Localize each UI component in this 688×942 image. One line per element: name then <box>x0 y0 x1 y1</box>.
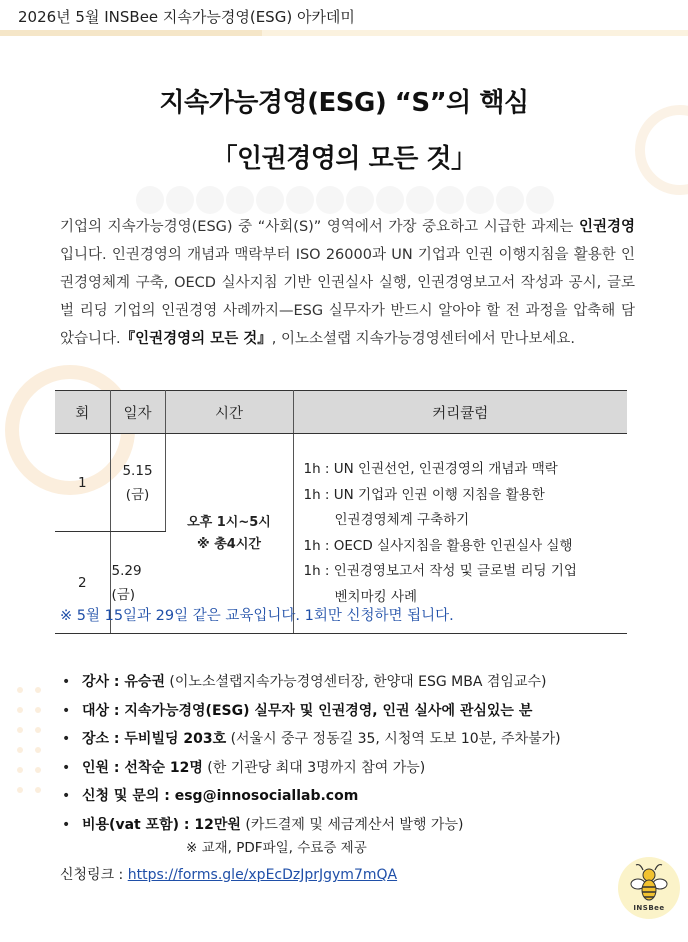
insbee-logo <box>618 857 680 919</box>
header-light-bar <box>262 30 688 36</box>
info-value: 12만원 <box>194 816 241 833</box>
info-value: 두비빌딩 203호 <box>124 731 227 747</box>
info-detail: (서울시 중구 정동길 35, 시청역 도보 10분, 주차불가) <box>226 731 561 747</box>
header-curriculum: 커리큘럼 <box>293 391 627 434</box>
info-label: 신청 및 문의 : <box>82 788 175 804</box>
curriculum-item: 인권경영체계 구축하기 <box>334 512 470 528</box>
main-subtitle: 「인권경영의 모든 것」 <box>211 144 477 174</box>
info-value: 유승권 <box>124 674 165 690</box>
info-label: 대상 : <box>82 702 125 719</box>
list-item <box>60 782 561 811</box>
curriculum-item: 1h : OECD 실사지침을 활용한 인권실사 실행 <box>303 537 573 554</box>
list-item <box>60 811 561 840</box>
date-value: 5.15 <box>122 462 153 479</box>
time-total: ※ 총4시간 <box>197 536 261 552</box>
info-value: 선착순 12명 <box>124 759 203 776</box>
apply-link-row <box>60 864 397 884</box>
table-header-row <box>55 391 627 434</box>
curriculum-item: 1h : 인권경영보고서 작성 및 글로벌 리딩 기업 <box>303 563 577 579</box>
info-label: 강사 : <box>82 674 125 690</box>
intro-text-2: 입니다. 인권경영의 개념과 맥락부터 ISO 26000과 UN 기업과 인권 이행지침을 활용한 인권경영체계 구축, OECD 실사지침 기반 인권실사 실행, 인권경영보고서 작성과 공시, 글로벌 리딩 기업의 인권경영 사례까지—ESG 실무자가 반드시 알아야 할 전 과정을 압축해 담았습니다. <box>60 247 635 347</box>
session-number: 2 <box>55 532 110 634</box>
schedule-note: ※ 5월 15일과 29일 같은 교육입니다. 1회만 신청하면 됩니다. <box>60 608 454 624</box>
list-item <box>60 668 561 697</box>
intro-text-1: 기업의 지속가능경영(ESG) 중 “사회(S)” 영역에서 가장 중요하고 시급한 과제는 <box>60 219 579 235</box>
info-label: 인원 : <box>82 759 125 776</box>
intro-bold-1: 인권경영 <box>578 219 635 235</box>
table-row <box>55 434 627 532</box>
info-label: 비용(vat 포함) : <box>82 816 195 833</box>
info-detail: (한 기관당 최대 3명까지 참여 가능) <box>202 759 426 776</box>
info-label: 장소 : <box>82 731 125 747</box>
date-value: 5.29 <box>111 562 142 579</box>
logo-text: INSBee <box>633 904 665 912</box>
info-list <box>60 668 561 839</box>
apply-label: 신청링크 : <box>60 867 128 883</box>
cost-note: ※ 교재, PDF파일, 수료증 제공 <box>186 840 367 856</box>
intro-text-3: , 이노소셜랩 지속가능경영센터에서 만나보세요. <box>271 331 575 347</box>
session-number: 1 <box>55 434 110 532</box>
date-day: (금) <box>125 486 150 503</box>
intro-bold-2: 『인권경영의 모든 것』 <box>120 331 272 347</box>
header-accent-bar <box>0 30 262 36</box>
curriculum-item: 1h : UN 기업과 인권 이행 지침을 활용한 <box>303 486 545 503</box>
header-time: 시간 <box>165 391 293 434</box>
info-detail: (카드결제 및 세금계산서 발행 가능) <box>240 816 464 833</box>
header-banner <box>0 0 688 36</box>
list-item <box>60 697 561 726</box>
intro-paragraph <box>60 213 635 353</box>
contact-email[interactable]: esg@innosociallab.com <box>174 788 359 804</box>
time-range: 오후 1시~5시 <box>187 514 271 530</box>
schedule-table <box>55 390 627 634</box>
list-item <box>60 754 561 783</box>
curriculum-item: 벤치마킹 사례 <box>334 588 418 605</box>
header-title: 2026년 5월 INSBee 지속가능경영(ESG) 아카데미 <box>18 8 355 26</box>
main-title: 지속가능경영(ESG) “S”의 핵심 <box>159 88 529 118</box>
list-item <box>60 725 561 754</box>
session-date <box>110 434 165 532</box>
header-session: 회 <box>55 391 110 434</box>
date-day: (금) <box>111 586 136 603</box>
curriculum-item: 1h : UN 인권선언, 인권경영의 개념과 맥락 <box>303 461 558 477</box>
info-detail: (이노소셜랩지속가능경영센터장, 한양대 ESG MBA 겸임교수) <box>164 674 547 690</box>
apply-link[interactable]: https://forms.gle/xpEcDzJprJgym7mQA <box>127 867 398 883</box>
header-date: 일자 <box>110 391 165 434</box>
info-value: 지속가능경영(ESG) 실무자 및 인권경영, 인권 실사에 관심있는 분 <box>124 702 533 719</box>
